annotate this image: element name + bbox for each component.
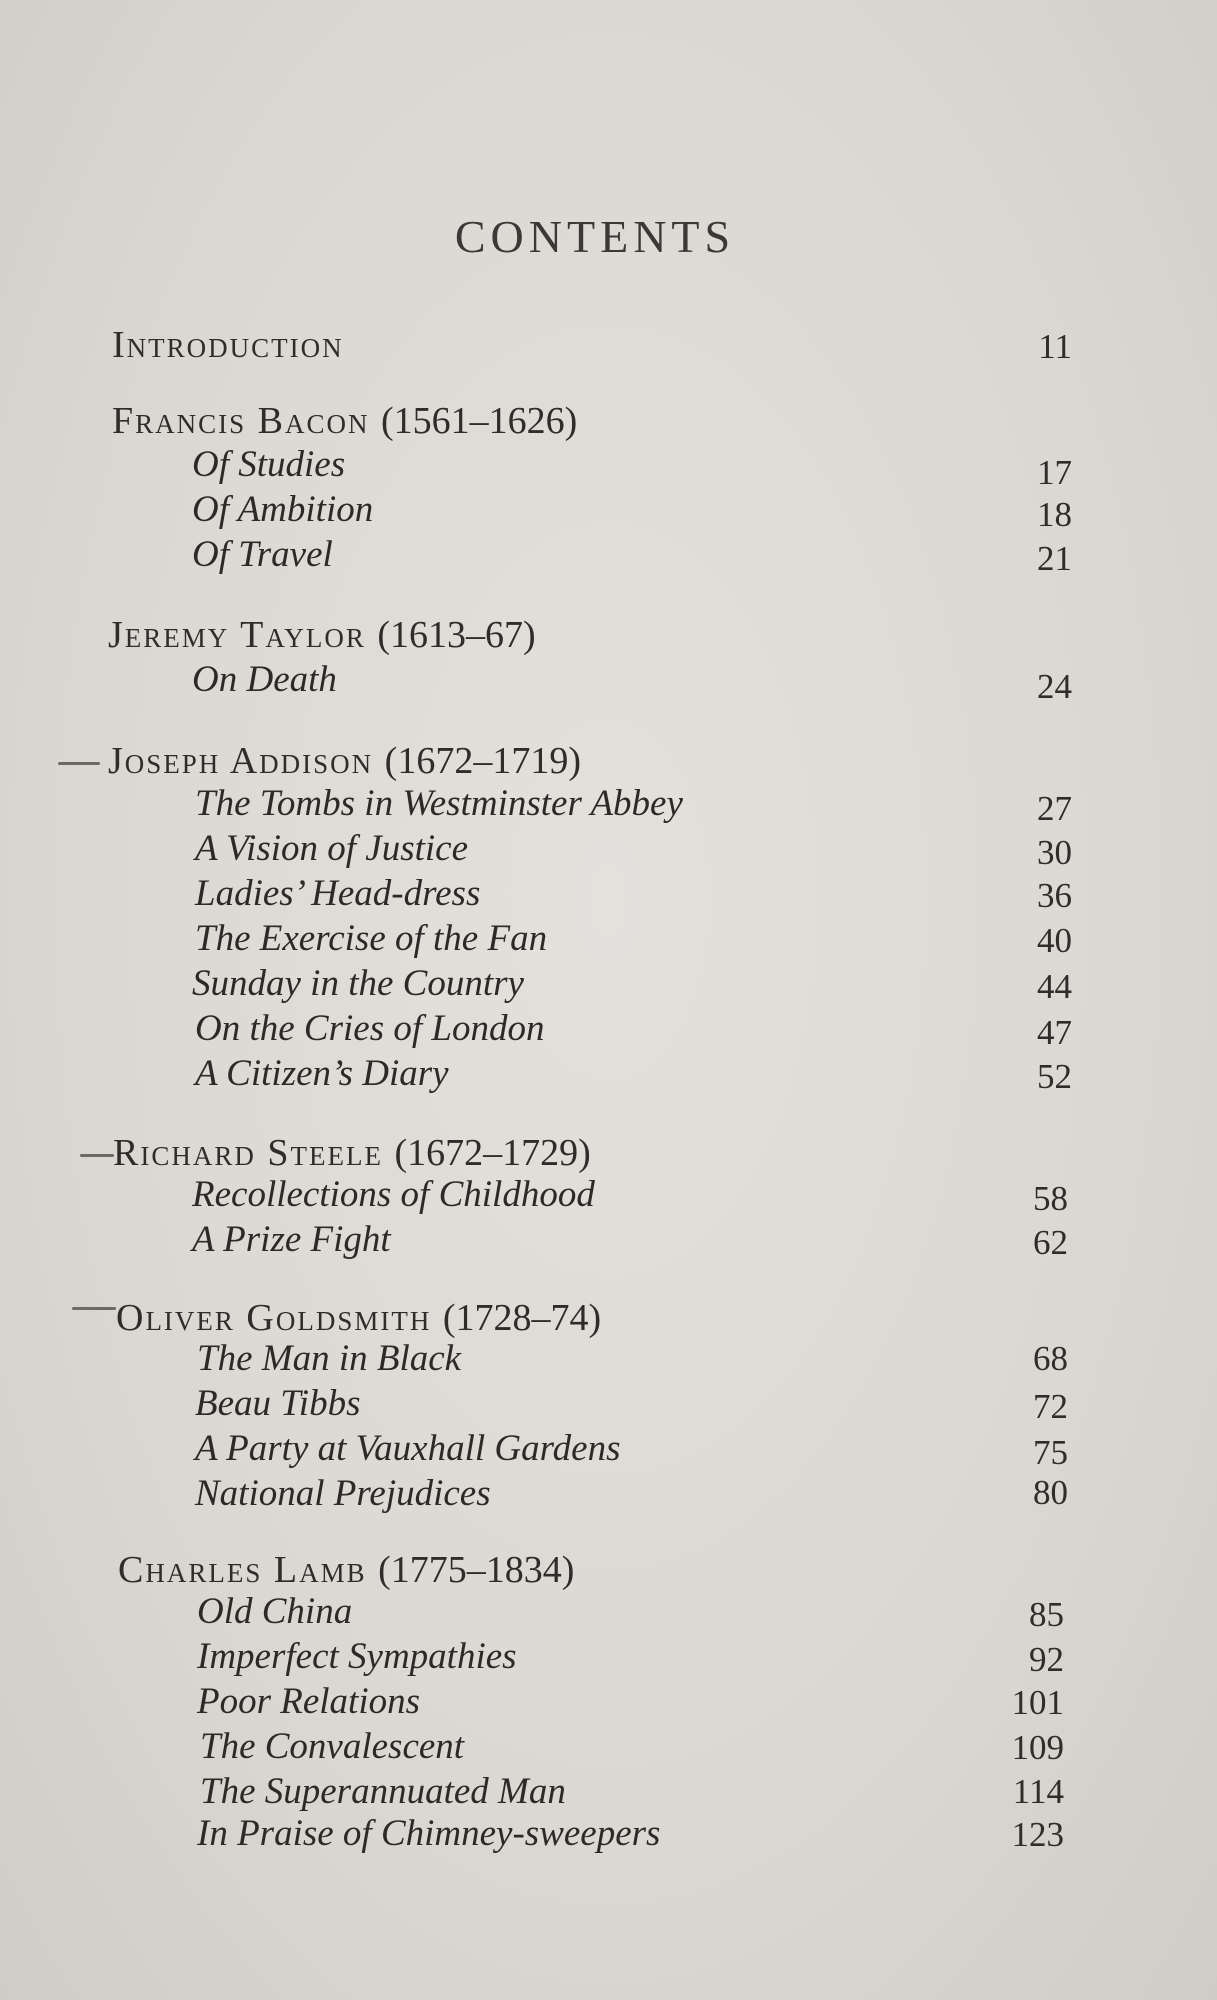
pencil-mark: [58, 762, 100, 765]
author-joseph-addison: [108, 738, 581, 784]
essay-page: 47: [1037, 1013, 1072, 1052]
essay-page: 72: [1033, 1387, 1068, 1426]
essay-page: 109: [1011, 1728, 1064, 1767]
author-charles-lamb: [118, 1547, 574, 1593]
introduction-label: Introduction: [112, 324, 344, 366]
essay-page: 92: [1029, 1640, 1064, 1679]
author-dates: (1775–1834): [378, 1549, 575, 1591]
author-richard-steele: [113, 1130, 591, 1176]
essay-title: The Tombs in Westminster Abbey: [195, 783, 683, 824]
essay-title: Recollections of Childhood: [192, 1174, 595, 1215]
essay-title: On Death: [192, 659, 337, 700]
essay-page: 36: [1037, 876, 1072, 915]
author-name: Charles Lamb: [118, 1549, 367, 1591]
author-name: Francis Bacon: [112, 400, 370, 442]
author-jeremy-taylor: [108, 612, 536, 658]
essay-title: Beau Tibbs: [195, 1383, 361, 1424]
essay-page: 18: [1037, 495, 1072, 534]
essay-title: In Praise of Chimney-sweepers: [197, 1813, 661, 1854]
author-name: Richard Steele: [113, 1132, 383, 1174]
essay-title: Of Ambition: [192, 489, 374, 530]
essay-title: Poor Relations: [197, 1681, 421, 1722]
essay-page: 75: [1033, 1433, 1068, 1472]
author-dates: (1672–1729): [394, 1132, 591, 1174]
essay-title: Sunday in the Country: [192, 963, 524, 1004]
essay-page: 44: [1037, 967, 1072, 1006]
essay-title: A Party at Vauxhall Gardens: [195, 1428, 621, 1469]
author-dates: (1613–67): [377, 614, 536, 656]
essay-page: 30: [1037, 833, 1072, 872]
essay-page: 58: [1033, 1179, 1068, 1218]
essay-page: 24: [1037, 667, 1072, 706]
page-title: CONTENTS: [454, 211, 736, 262]
essay-page: 17: [1037, 453, 1072, 492]
essay-title: Imperfect Sympathies: [197, 1636, 517, 1677]
essay-page: 52: [1037, 1057, 1072, 1096]
essay-page: 21: [1037, 539, 1072, 578]
essay-title: Of Travel: [192, 534, 333, 575]
essay-page: 80: [1033, 1473, 1068, 1512]
essay-title: Ladies’ Head-dress: [195, 873, 481, 914]
essay-page: 101: [1011, 1683, 1064, 1722]
essay-title: The Superannuated Man: [200, 1771, 566, 1812]
essay-title: The Exercise of the Fan: [195, 918, 548, 959]
essay-title: A Vision of Justice: [195, 828, 469, 869]
essay-page: 85: [1029, 1595, 1064, 1634]
essay-title: A Prize Fight: [192, 1219, 391, 1260]
essay-page: 27: [1037, 789, 1072, 828]
author-francis-bacon: [112, 398, 577, 444]
author-name: Oliver Goldsmith: [116, 1297, 432, 1339]
author-name: Joseph Addison: [108, 740, 374, 782]
essay-page: 123: [1011, 1815, 1064, 1854]
pencil-mark: [80, 1154, 114, 1157]
pencil-mark: [72, 1307, 116, 1310]
author-dates: (1561–1626): [381, 400, 578, 442]
essay-page: 114: [1012, 1772, 1064, 1811]
essay-title: The Convalescent: [200, 1726, 465, 1767]
author-oliver-goldsmith: [116, 1295, 601, 1341]
essay-title: Old China: [197, 1591, 353, 1632]
essay-title: Of Studies: [192, 444, 346, 485]
introduction-page: 11: [1038, 327, 1072, 366]
essay-title: The Man in Black: [197, 1338, 462, 1379]
author-dates: (1672–1719): [384, 740, 581, 782]
essay-title: On the Cries of London: [195, 1008, 545, 1049]
essay-page: 68: [1033, 1339, 1068, 1378]
essay-page: 62: [1033, 1223, 1068, 1262]
essay-title: National Prejudices: [195, 1473, 491, 1514]
essay-page: 40: [1037, 921, 1072, 960]
author-name: Jeremy Taylor: [108, 614, 366, 656]
essay-title: A Citizen’s Diary: [195, 1053, 449, 1094]
author-dates: (1728–74): [442, 1297, 602, 1339]
